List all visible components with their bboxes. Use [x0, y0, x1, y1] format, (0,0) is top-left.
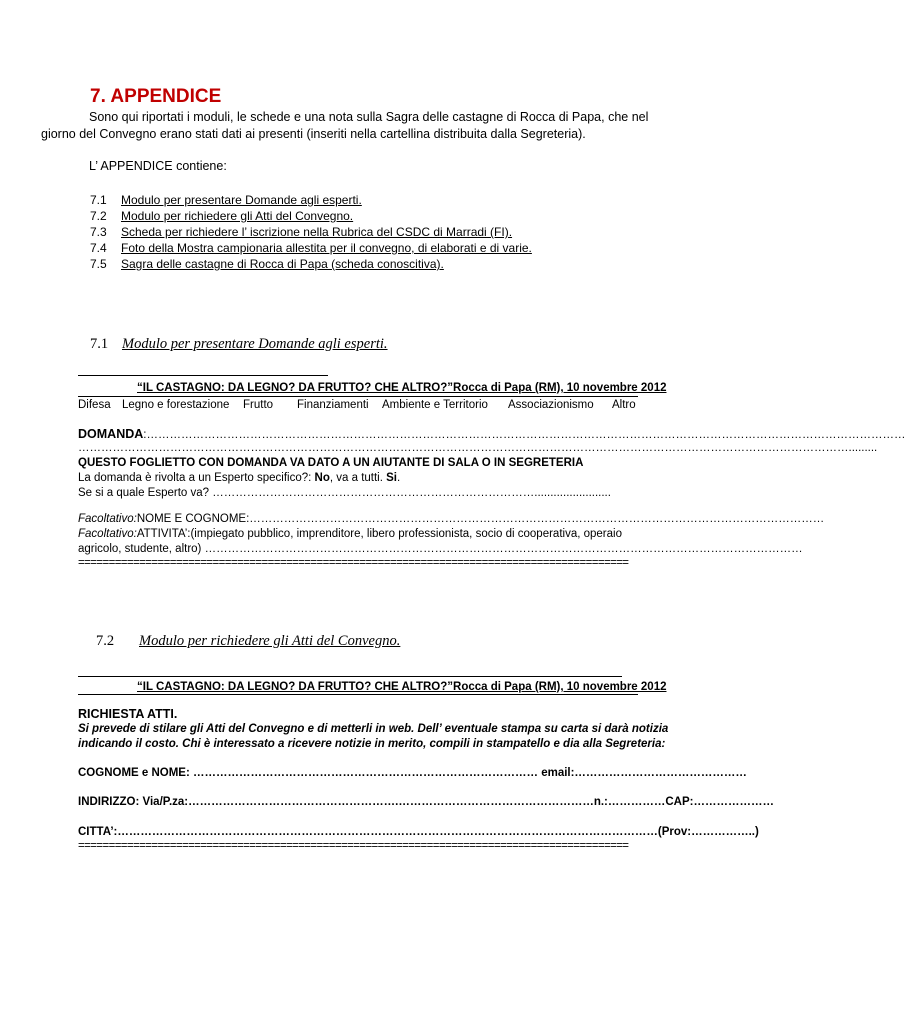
optional-label: Facoltativo: [78, 528, 137, 540]
toc-num: 7.4 [90, 241, 107, 255]
question-text: La domanda è rivolta a un Esperto specifico?: [78, 472, 315, 484]
topic-difesa: Difesa [78, 399, 111, 411]
section-num: 7.2 [96, 633, 115, 649]
topic-ambiente: Ambiente e Territorio [382, 399, 488, 411]
question-mid: , va a tutti. [329, 472, 387, 484]
topic-legno: Legno e forestazione [122, 399, 230, 411]
section-num: 7.1 [90, 336, 109, 352]
request-text-2: indicando il costo. Chi è interessato a ricevere notizie in merito, compili in stampatello e dia alla Segreteria: [78, 738, 666, 750]
divider [78, 676, 622, 677]
contains-label: L’ APPENDICE contiene: [89, 159, 227, 173]
event-title: “IL CASTAGNO: DA LEGNO? DA FRUTTO? CHE ALTRO?”Rocca di Papa (RM), 10 novembre 2012 [137, 681, 667, 693]
city-row[interactable]: CITTA’:……………………………………………………………………………………………………………………………(Prov:……………..) [78, 826, 759, 838]
toc-num: 7.1 [90, 193, 107, 207]
topic-finanziamenti: Finanziamenti [297, 399, 369, 411]
separator: ========================================================================================== [78, 840, 629, 852]
divider [78, 396, 638, 397]
intro-line-2: giorno del Convegno erano stati dati ai presenti (inseriti nella cartellina distribuita dalla Segreteria). [41, 127, 586, 141]
topic-frutto: Frutto [243, 399, 274, 411]
intro-line-1: Sono qui riportati i moduli, le schede e una nota sulla Sagra delle castagne di Rocca di Papa, che nel [89, 110, 649, 124]
optional-name-field: NOME E COGNOME:…………………………………………………………………………………………………………………………………… [136, 513, 825, 525]
optional-activity-text: ATTIVITA’:(impiegato pubblico, imprenditore, libero professionista, socio di cooperativa, operaio [136, 528, 622, 540]
section-heading-text: Modulo per presentare Domande agli esperti. [122, 336, 388, 352]
section-heading-text: Modulo per richiedere gli Atti del Convegno. [139, 633, 401, 649]
toc-text: Modulo per presentare Domande agli esperti. [121, 193, 362, 207]
domanda-row[interactable] [78, 425, 905, 443]
divider [78, 375, 328, 376]
toc-num: 7.3 [90, 225, 107, 239]
name-email-row[interactable]: COGNOME e NOME: ……………………………………………………………………………… email:……………………………………… [78, 767, 747, 779]
domanda-label: DOMANDA [78, 427, 144, 441]
toc-text: Scheda per richiedere l’ iscrizione nella Rubrica del CSDC di Marradi (FI). [121, 225, 513, 239]
question-end: . [397, 472, 401, 484]
event-title: “IL CASTAGNO: DA LEGNO? DA FRUTTO? CHE ALTRO?”Rocca di Papa (RM), 10 novembre 2012 [137, 382, 667, 394]
request-title: RICHIESTA ATTI. [78, 707, 178, 721]
request-text-1: Si prevede di stilare gli Atti del Convegno e di metterli in web. Dell’ eventuale stampa su carta si darà notizia [78, 723, 669, 735]
optional-label: Facoltativo: [78, 513, 137, 525]
domanda-dots-line[interactable]: …………………………………………………………………………………………………………………………………………………………………………………......... [78, 442, 878, 454]
toc-text: Sagra delle castagne di Rocca di Papa (scheda conoscitiva). [121, 257, 444, 271]
toc-item-7-2[interactable] [90, 209, 353, 223]
toc-text: Modulo per richiedere gli Atti del Convegno. [121, 209, 354, 223]
question-which-expert[interactable]: Se si a quale Esperto va? …………………………………………………………………………........................ [78, 487, 611, 499]
separator: ========================================================================================== [78, 557, 629, 569]
topic-altro: Altro [612, 399, 636, 411]
address-row[interactable]: INDIRIZZO: Via/P.za:……………………………………………….……………………………………………n.:……………CAP:………………… [78, 796, 774, 808]
topic-associazionismo: Associazionismo [508, 399, 594, 411]
toc-num: 7.2 [90, 209, 107, 223]
toc-num: 7.5 [90, 257, 107, 271]
optional-name-row[interactable] [78, 513, 825, 525]
toc-item-7-3[interactable] [90, 225, 512, 239]
toc-item-7-5[interactable] [90, 257, 444, 271]
section-heading-7-2 [96, 633, 400, 650]
toc-text: Foto della Mostra campionaria allestita per il convegno, di elaborati e di varie. [121, 241, 532, 255]
domanda-dots: :……………………………………………………………………………………………………………………………………………………………………………… [143, 429, 905, 441]
question-specific-expert [78, 472, 400, 484]
page-title: 7. APPENDICE [90, 86, 222, 107]
optional-activity-dots[interactable]: agricolo, studente, altro) ………………………………………………………………………………………………………………………………………… [78, 543, 803, 555]
answer-no[interactable]: No [314, 472, 330, 484]
toc-item-7-1[interactable] [90, 193, 362, 207]
optional-activity-row [78, 528, 622, 540]
section-heading-7-1 [90, 336, 388, 353]
answer-si[interactable]: Si [386, 472, 397, 484]
notice-text: QUESTO FOGLIETTO CON DOMANDA VA DATO A UN AIUTANTE DI SALA O IN SEGRETERIA [78, 457, 584, 469]
toc-item-7-4[interactable] [90, 241, 532, 255]
divider [78, 694, 638, 695]
